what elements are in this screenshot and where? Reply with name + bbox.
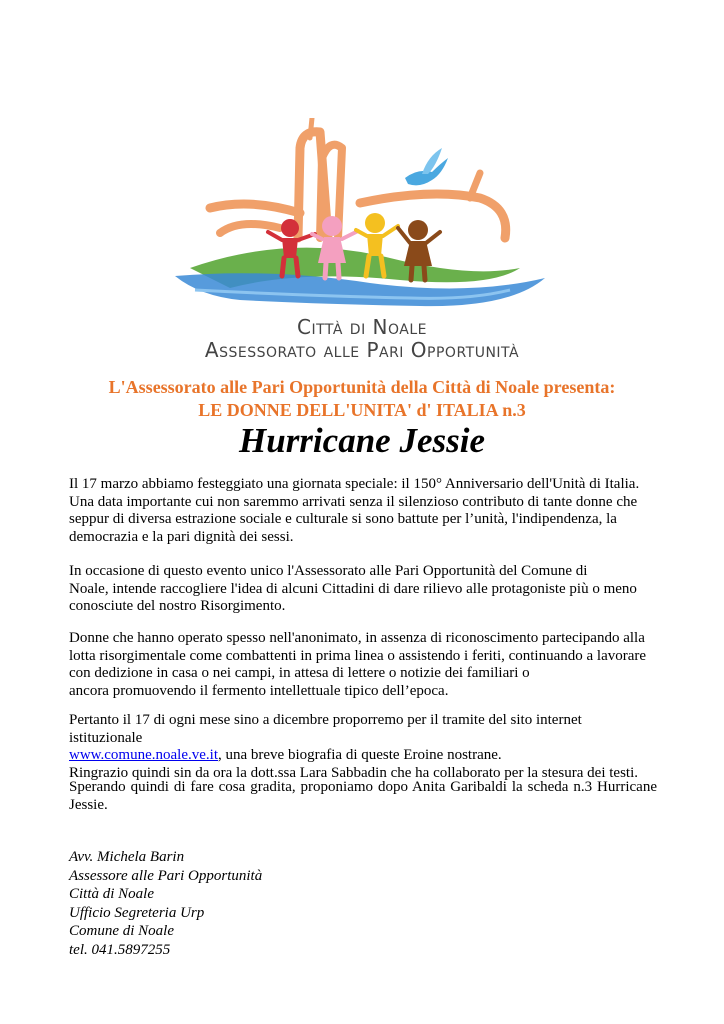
link-trailing-text: , una breve biografia di queste Eroine nostrane.: [217, 747, 502, 763]
signature-line: Città di Noale: [69, 886, 155, 903]
text-line: Ringrazio quindi sin da ora la dott.ssa Lara Sabbadin che ha collaborato per la stesura dei testi.: [69, 764, 638, 781]
text-line: ancora promuovendo il fermento intellettuale tipico dell’epoca.: [69, 682, 449, 699]
intro-heading: L'Assessorato alle Pari Opportunità della Città di Noale presenta:: [108, 377, 616, 397]
paragraph-initiative: [69, 563, 657, 616]
text-line: Pertanto il 17 di ogni mese sino a dicembre proporremo per il tramite del sito internet istituzionale: [69, 712, 582, 746]
text-line: conosciute del nostro Risorgimento.: [69, 598, 286, 614]
text-line-with-link: [69, 747, 657, 765]
signature-line: Avv. Michela Barin: [69, 849, 185, 865]
paragraph-closing: Sperando quindi di fare cosa gradita, proponiamo dopo Anita Garibaldi la scheda n.3 Hurricane Jessie.: [69, 779, 657, 813]
signature-line: tel. 041.5897255: [69, 941, 171, 958]
text-line: Noale, intende raccogliere l'idea di alcuni Cittadini di dare rilievo alle protagoniste più o meno: [69, 580, 637, 597]
website-link[interactable]: www.comune.noale.ve.it: [69, 747, 218, 763]
signature-block: [69, 848, 262, 960]
logo-city-name: Città di Noale: [296, 315, 428, 339]
text-line: Il 17 marzo abbiamo festeggiato una giornata speciale: il 150° Anniversario dell'Unità di Italia.: [69, 476, 640, 492]
page-title: Hurricane Jessie: [239, 421, 485, 460]
logo-department-name: Assessorato alle Pari Opportunità: [204, 338, 520, 362]
paragraph-women: [69, 630, 657, 700]
series-heading: LE DONNE DELL'UNITA' d' ITALIA n.3: [198, 400, 526, 420]
signature-line: Assessore alle Pari Opportunità: [69, 867, 263, 884]
text-line: con dedizione in casa o nei campi, in attesa di lettere o notizie dei familiari o: [69, 665, 530, 681]
text-line: lotta risorgimentale come combattenti in prima linea o assistendo i feriti, continuando a lavorare: [69, 647, 647, 664]
paragraph-schedule: [69, 712, 657, 782]
text-line: In occasione di questo evento unico l'Assessorato alle Pari Opportunità del Comune di: [69, 563, 588, 579]
text-line: Una data importante cui non saremmo arrivati senza il silenzioso contributo di tante donne che: [69, 493, 638, 510]
signature-line: Comune di Noale: [69, 923, 174, 940]
text-line: democrazia e la pari dignità dei sessi.: [69, 528, 294, 545]
wall-stroke-left: [210, 204, 300, 213]
dove-icon: [405, 148, 448, 185]
text-line: Donne che hanno operato spesso nell'anonimato, in assenza di riconoscimento partecipando alla: [69, 630, 645, 646]
signature-line: Ufficio Segreteria Urp: [69, 904, 205, 921]
tower-spire: [310, 118, 312, 138]
paragraph-anniversary: [69, 476, 657, 546]
text-line: seppur di diversa estrazione sociale e culturale si sono battute per l’unità, l'indipendenza, la: [69, 511, 617, 527]
